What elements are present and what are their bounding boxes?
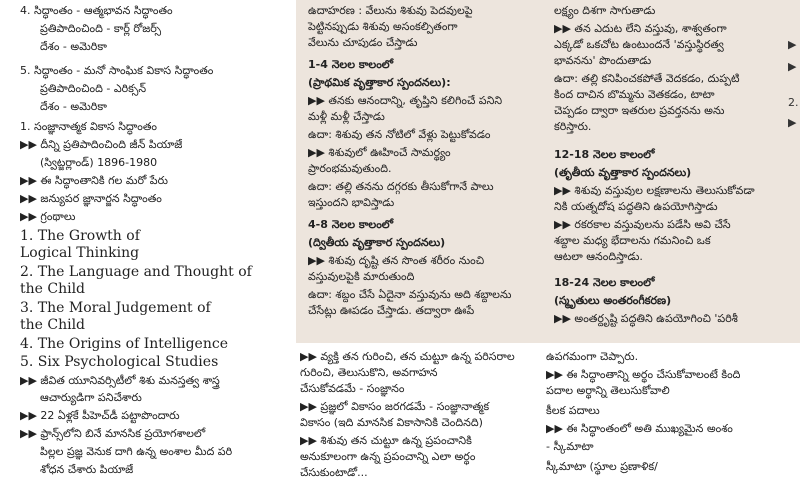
book-title: 2. The Language and Thought of xyxy=(20,264,252,280)
text-line: ▶▶ ఈ సిద్ధాంతానికి గల మరో పేరు xyxy=(20,174,168,187)
text-line: ఉదా: తల్లి కనిపించకపోతే వెదకడం, దుప్పటి xyxy=(554,72,740,85)
text-line: ▶▶ వ్యక్తి తన గురించి, తన చుట్టూ ఉన్న పరిసరాల xyxy=(300,350,515,363)
book-title: 4. The Origins of Intelligence xyxy=(20,336,228,352)
text-line: ▶▶ ఫ్రాన్స్‌లోని బినే మానసిక ప్రయోగశాలలో xyxy=(20,427,206,440)
text-line: వికాసం (ఇది మానసిక వికాసానికి చెందినది) xyxy=(300,416,483,429)
section-heading: 1-4 నెలల కాలంలో xyxy=(308,58,394,71)
text-line: ఉదాహరణ : వేలును శిశువు పెదవులపై xyxy=(308,4,473,17)
text-line: ▶▶ ఈ సిద్ధాంతంలో అతి ముఖ్యమైన అంశం xyxy=(546,422,733,435)
text-line: ▶▶ శిశువు దృష్టి తన సొంత శరీరం నుంచి xyxy=(308,254,485,267)
text-line: కరిస్తారు. xyxy=(554,120,592,133)
text-line: ▶▶ తన ఎదుట లేని వస్తువు, శాశ్వతంగా xyxy=(554,22,727,35)
text-line: నికి యత్నదోష పద్ధతిని ఉపయోగిస్తాడు xyxy=(554,200,718,213)
text-line: ▶▶ శిశువు వస్తువుల లక్షణాలను తెలుసుకోవడా xyxy=(554,184,755,197)
book-title: 1. The Growth of xyxy=(20,228,140,244)
text-line: చేసేట్లు ఊపడం చేస్తాడు. తద్వారా ఊపే xyxy=(308,304,475,317)
section-heading: (తృతీయ వృత్తాకార స్పందనలు) xyxy=(554,166,692,179)
text-line: 5. సిద్ధాంతం - మనో సాంఘిక వికాస సిద్ధాంతం xyxy=(20,64,214,77)
text-line: అనుకూలంగా ఉన్న ప్రపంచాన్ని ఎలా అర్థం xyxy=(300,450,476,463)
text-line: కీలక పదాలు xyxy=(546,404,600,417)
section-heading: 4-8 నెలల కాలంలో xyxy=(308,218,394,231)
text-line: ఉదా: శబ్దం చేసే ఏదైనా వస్తువును అది శబ్దాలను xyxy=(308,288,512,301)
text-line: (స్విట్జర్లాండ్) 1896-1980 xyxy=(40,156,158,169)
text-line: ▶▶ గ్రంథాలు xyxy=(20,210,76,223)
text-line: చేసుకుంటాడో... xyxy=(300,466,368,479)
text-line: గురించి, తెలుసుకొని, అవగాహన xyxy=(300,366,438,379)
text-line: ప్రతిపాదించింది - ఎరిక్సన్ xyxy=(40,82,147,95)
text-line: మళ్లీ మళ్లీ చేస్తాడు xyxy=(308,110,385,123)
text-line: ఆచార్యుడిగా పనిచేశారు xyxy=(40,391,142,404)
book-title: the Child xyxy=(20,317,86,333)
text-line: చేసుకోవడమే - సంజ్ఞానం xyxy=(300,382,405,395)
book-title: 5. Six Psychological Studies xyxy=(20,354,219,370)
text-line: ▶▶ రకరకాల వస్తువులను పడేసి అవి చేసే xyxy=(554,218,731,231)
section-heading: (ద్వితీయ వృత్తాకార స్పందనలు) xyxy=(308,236,446,249)
book-title: 3. The Moral Judgement of xyxy=(20,300,211,316)
book-title: Logical Thinking xyxy=(20,245,140,261)
text-line: దేశం - అమెరికా xyxy=(40,40,107,53)
text-line: ▶▶ తనకు ఆనందాన్ని, తృప్తిని కలిగించే పనిని xyxy=(308,94,503,107)
section-heading: (స్మృతులు అంతరంగీకరణ) xyxy=(554,294,672,307)
text-line: ▶▶ 22 ఏళ్లకే పీహెచ్‌డీ పట్టాపొందారు xyxy=(20,409,180,422)
text-line: ఇస్తుందని భావిస్తాడు xyxy=(308,196,395,209)
text-line: ఉపగమంగా చెప్పారు. xyxy=(546,350,639,363)
text-line: కింద దాచిన బొమ్మను వెతకడం, టాటా xyxy=(554,88,715,101)
edge-marker: ▶ xyxy=(788,38,797,51)
edge-marker: 2. xyxy=(788,96,799,109)
text-line: పదాల అర్థాన్ని తెలుసుకోవాలి xyxy=(546,384,670,397)
text-line: వేలును చూపుడం చేస్తాడు xyxy=(308,36,418,49)
section-heading: 18-24 నెలల కాలంలో xyxy=(554,276,655,289)
text-line: ఆటలా ఆనందిస్తాడు. xyxy=(554,250,643,263)
text-line: - స్కీమాటా xyxy=(546,440,594,453)
text-line: ▶▶ శిశువులో ఊహించే సామర్థ్యం xyxy=(308,146,451,159)
text-line: చెప్పడం ద్వారా ఇతరుల ప్రవర్తనను అను xyxy=(554,104,725,117)
text-line: 1. సంజ్ఞానాత్మక వికాస సిద్ధాంతం xyxy=(20,120,157,133)
text-line: ▶▶ దీన్ని ప్రతిపాదించింది జీన్ పియాజే xyxy=(20,138,183,151)
text-line: దేశం - అమెరికా xyxy=(40,100,107,113)
edge-marker: ▶ xyxy=(788,116,797,129)
text-line: ▶▶ ప్రజ్ఞలో వికాసం జరగడమే - సంజ్ఞానాత్మక xyxy=(300,400,490,413)
text-line: శోధన చేశారు పియాజే xyxy=(40,463,134,476)
text-line: ఉదా: తల్లి తనను దగ్గరకు తీసుకోగానే పాలు xyxy=(308,180,494,193)
section-heading: 12-18 నెలల కాలంలో xyxy=(554,148,655,161)
text-line: ▶▶ అంతర్దృష్టి పద్ధతిని ఉపయోగించి 'పరిశీ xyxy=(554,312,738,325)
text-line: వస్తువులపైకి మారుతుంది xyxy=(308,270,415,283)
text-line: పిల్లల ప్రజ్ఞ వెనుక దాగి ఉన్న అంశాల మీద పరి xyxy=(40,445,233,458)
book-title: the Child xyxy=(20,281,86,297)
text-line: లక్ష్యం దిశగా సాగుతాడు xyxy=(554,4,656,17)
edge-marker: ▶ xyxy=(788,60,797,73)
text-line: ప్రారంభమవుతుంది. xyxy=(308,162,392,175)
text-line: ▶▶ ఈ సిద్ధాంతాన్ని అర్థం చేసుకోవాలంటే కింది xyxy=(546,368,741,381)
text-line: శబ్దాల మధ్య భేదాలను గమనించి ఒక xyxy=(554,234,711,247)
text-line: ఎక్కడో ఒకచోట ఉంటుందనే 'వస్తుస్థిరత్వ xyxy=(554,38,724,51)
text-line: ▶▶ శిశువు తన చుట్టూ ఉన్న ప్రపంచానికి xyxy=(300,434,472,447)
text-line: ▶▶ జీవిత యూనివర్సిటీలో శిశు మనస్తత్వ శాస్త్ర xyxy=(20,374,220,387)
text-line: ఉదా: శిశువు తన నోటిలో వేళ్లు పెట్టుకోవడం xyxy=(308,128,491,141)
text-line: ▶▶ జన్యుపర జ్ఞానార్జన సిద్ధాంతం xyxy=(20,192,162,205)
text-line: 4. సిద్ధాంతం - ఆత్మభావన సిద్ధాంతం xyxy=(20,4,173,17)
text-line: భావనను' పొందుతాడు xyxy=(554,54,652,67)
section-heading: (ప్రాథమిక వృత్తాకార స్పందనలు): xyxy=(308,76,451,89)
text-line: స్కీమాటా (స్థూల ప్రణాళిక/ xyxy=(546,460,658,473)
text-line: ప్రతిపాదించింది - కార్ల్ రోజర్స్ xyxy=(40,22,162,35)
text-line: పెట్టినప్పుడు శిశువు అసంకల్పితంగా xyxy=(308,20,458,33)
